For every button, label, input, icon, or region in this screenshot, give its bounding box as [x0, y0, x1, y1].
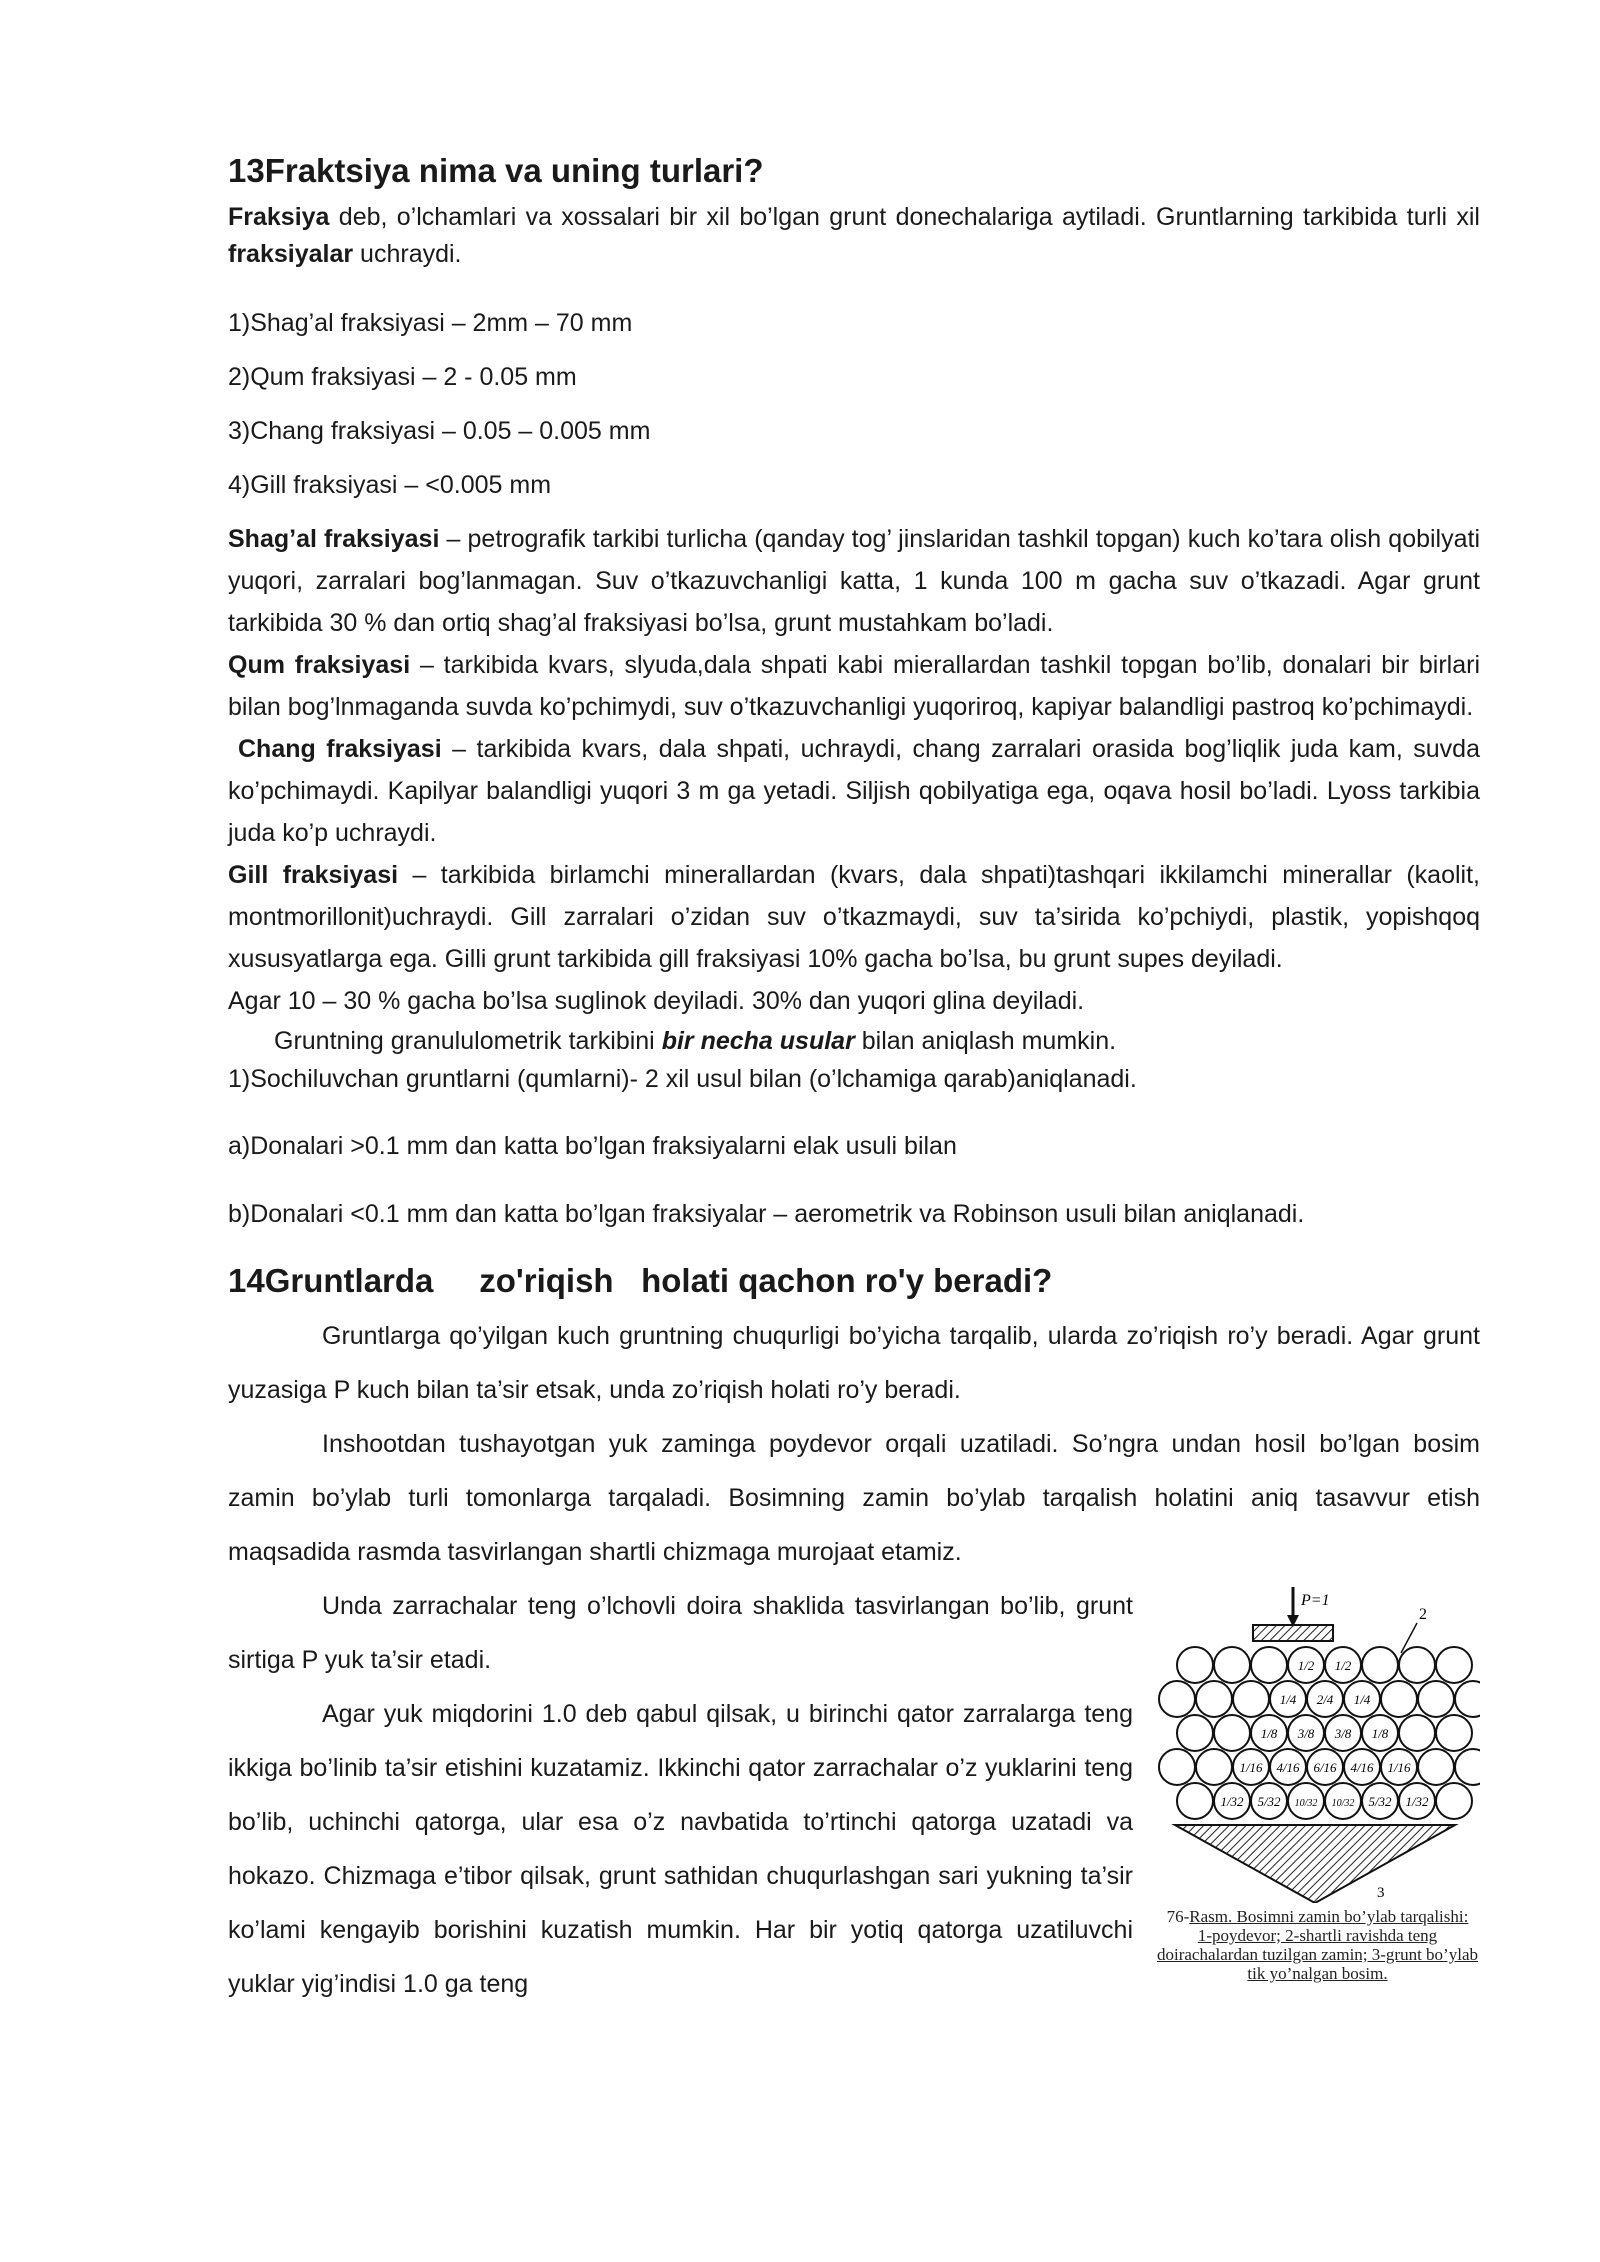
- section-14: [228, 1260, 1480, 2011]
- particle-load-label: 1/2: [1297, 1657, 1315, 1673]
- particle-load-label: 6/16: [1313, 1759, 1337, 1775]
- particle-load-label: 1/32: [1405, 1793, 1429, 1809]
- stress-paragraph-4: Agar yuk miqdorini 1.0 deb qabul qilsak, u birinchi qator zarralarga teng ikkiga bo’linib ta’sir etishini kuzatamiz. Ikkinchi qator zarrachalar o’z yuklarini teng bo’lib, uchinchi qatorga, ular esa o’z navbatida to’rtinchi qatorga uzatadi va hokazo. Chizmaga e’tibor qilsak, grunt sathidan chuqurlashgan sari yukning ta’sir ko’lami kengayib borishini kuzatish mumkin. Har bir yotiq qatorga uzatiluvchi yuklar yig’indisi 1.0 ga teng: [228, 1699, 1133, 1998]
- term-fraksiya: Fraksiya: [228, 202, 330, 231]
- particle-load-label: 1/8: [1371, 1725, 1389, 1741]
- particle-circle: [1399, 1647, 1435, 1683]
- fraction-list: [228, 296, 1480, 512]
- particle-circle: [1418, 1681, 1454, 1717]
- particle-circle: [1177, 1647, 1213, 1683]
- pressure-triangle: [1175, 1825, 1455, 1903]
- particle-load-label: 4/16: [1350, 1759, 1374, 1775]
- section-14-title: 14Gruntlarda zo'riqish holati qachon ro'y beradi?: [228, 1261, 1053, 1299]
- particle-circle: [1455, 1749, 1480, 1785]
- shagal-paragraph: Shag’al fraksiyasi – petrografik tarkibi turlicha (qanday tog’ jinslaridan tashkil topgan) kuch ko’tara olish qobilyati yuqori, zarralari bog’lanmagan. Suv o’tkazuvchanligi katta, 1 kunda 100 m gacha suv o’tkazadi. Agar grunt tarkibida 30 % dan ortiq shag’al fraksiyasi bo’lsa, grunt mustahkam bo’ladi.: [228, 524, 1481, 637]
- list-item: 2)Qum fraksiyasi – 2 - 0.05 mm: [228, 362, 577, 391]
- load-label: P=1: [1301, 1591, 1330, 1609]
- particle-circle: [1177, 1783, 1213, 1819]
- particle-load-label: 5/32: [1368, 1793, 1392, 1809]
- gill-paragraph: Gill fraksiyasi – tarkibida birlamchi minerallardan (kvars, dala shpati)tashqari ikkilamchi minerallar (kaolit, montmorillonit)uchraydi. Gill zarralari o’zidan suv o’tkazmaydi, suv ta’sirida ko’pchiydi, plastik, yopishqoq xususyatlarga ega. Gilli grunt tarkibida gill fraksiyasi 10% gacha bo’lsa, bu grunt supes deyiladi.: [228, 860, 1480, 973]
- particle-circle: [1159, 1749, 1195, 1785]
- caption-title: Rasm. Bosimni zamin bo’ylab tarqalishi:: [1189, 1906, 1469, 1926]
- document-page: [228, 150, 1480, 2011]
- particle-load-label: 10/32: [1331, 1797, 1355, 1809]
- label-3: 3: [1377, 1884, 1385, 1901]
- section-13-title: 13Fraktsiya nima va uning turlari?: [228, 152, 764, 189]
- classification-line: Agar 10 – 30 % gacha bo’lsa suglinok deyiladi. 30% dan yuqori glina deyiladi.: [228, 986, 1085, 1015]
- caption-body: 1-poydevor; 2-shartli ravishda teng doirachalardan tuzilgan zamin; 3-grunt bo’ylab tik yo’nalgan bosim.: [1157, 1925, 1478, 1983]
- method-a: a)Donalari >0.1 mm dan katta bo’lgan fraksiyalarni elak usuli bilan: [228, 1131, 957, 1160]
- particle-circle: [1214, 1647, 1250, 1683]
- particle-circle: [1436, 1715, 1472, 1751]
- particle-load-label: 3/8: [1334, 1725, 1352, 1741]
- particle-circle: [1159, 1681, 1195, 1717]
- particle-load-label: 1/16: [1239, 1759, 1263, 1775]
- particle-circle: [1436, 1647, 1472, 1683]
- particle-load-label: 1/4: [1279, 1691, 1297, 1707]
- list-item: 4)Gill fraksiyasi – <0.005 mm: [228, 470, 552, 499]
- particle-circle: [1177, 1715, 1213, 1751]
- particle-load-label: 5/32: [1257, 1793, 1281, 1809]
- label-2: 2: [1419, 1605, 1427, 1623]
- method-line: 1)Sochiluvchan gruntlarni (qumlarni)- 2 xil usul bilan (o’lchamiga qarab)aniqlanadi.: [228, 1064, 1137, 1093]
- particle-circle: [1418, 1749, 1454, 1785]
- stress-paragraph-1: Gruntlarga qo’yilgan kuch gruntning chuqurligi bo’yicha tarqalib, ularda zo’riqish ro’y beradi. Agar grunt yuzasiga P kuch bilan ta’sir etsak, unda zo’riqish holati ro’y beradi.: [228, 1321, 1480, 1404]
- particle-circle: [1233, 1681, 1269, 1717]
- list-item: 1)Shag’al fraksiyasi – 2mm – 70 mm: [228, 308, 633, 337]
- fraksiya-definition: Fraksiya deb, o’lchamlari va xossalari bir xil bo’lgan grunt donechalariga aytiladi. Gruntlarning tarkibida turli xil fraksiyalar uchraydi.: [228, 202, 1480, 269]
- particle-circle: [1399, 1715, 1435, 1751]
- figure-caption: 76-Rasm. Bosimni zamin bo’ylab tarqalishi: 1-poydevor; 2-shartli ravishda teng doirachalardan tuzilgan zamin; 3-grunt bo’ylab tik yo’nalgan bosim.: [1157, 1906, 1478, 1983]
- particle-circle: [1455, 1681, 1480, 1717]
- particle-circle: [1196, 1681, 1232, 1717]
- particle-circle: [1214, 1715, 1250, 1751]
- stress-paragraph-3: Unda zarrachalar teng o’lchovli doira shaklida tasvirlangan bo’lib, grunt sirtiga P yuk ta’sir etadi.: [228, 1591, 1133, 1674]
- particle-load-label: 1/4: [1353, 1691, 1371, 1707]
- list-item: 3)Chang fraksiyasi – 0.05 – 0.005 mm: [228, 416, 651, 445]
- particle-load-label: 1/2: [1334, 1657, 1352, 1673]
- particle-circle: [1196, 1749, 1232, 1785]
- particle-load-label: 2/4: [1316, 1691, 1334, 1707]
- foundation: [1253, 1625, 1333, 1641]
- pressure-distribution-figure: [1155, 1585, 1480, 1983]
- method-b: b)Donalari <0.1 mm dan katta bo’lgan fraksiyalar – aerometrik va Robinson usuli bilan aniqlanadi.: [228, 1199, 1305, 1228]
- particle-grid: [1159, 1647, 1480, 1819]
- stress-paragraph-2: Inshootdan tushayotgan yuk zaminga poydevor orqali uzatiladi. So’ngra undan hosil bo’lgan bosim zamin bo’ylab turli tomonlarga tarqaladi. Bosimning zamin bo’ylab tarqalish holatini aniq tasavvur etish maqsadida rasmda tasvirlangan shartli chizmaga murojaat etamiz.: [228, 1429, 1480, 1566]
- particle-circle: [1381, 1681, 1417, 1717]
- particle-load-label: 3/8: [1297, 1725, 1315, 1741]
- particle-circle: [1436, 1783, 1472, 1819]
- qum-paragraph: Qum fraksiyasi – tarkibida kvars, slyuda,dala shpati kabi mierallardan tashkil topgan bo’lib, donalari bir birlari bilan bog’lnmaganda suvda ko’pchimydi, suv o’tkazuvchanligi yuqoriroq, kapiyar balandligi pastroq ko’pchimaydi.: [228, 650, 1480, 721]
- particle-load-label: 1/8: [1260, 1725, 1278, 1741]
- chang-paragraph: Chang fraksiyasi – tarkibida kvars, dala shpati, uchraydi, chang zarralari orasida bog’liqlik juda kam, suvda ko’pchimaydi. Kapilyar balandligi yuqori 3 m ga yetadi. Siljish qobilyatiga ega, oqava hosil bo’ladi. Lyoss tarkibia juda ko’p uchraydi.: [228, 734, 1480, 847]
- particle-load-label: 10/32: [1294, 1797, 1318, 1809]
- section-13: [228, 150, 1480, 1248]
- particle-load-label: 1/16: [1387, 1759, 1411, 1775]
- granulometric-line: Gruntning granululometrik tarkibini bir necha usular bilan aniqlash mumkin.: [274, 1026, 1117, 1055]
- term-fraksiyalar: fraksiyalar: [228, 240, 354, 269]
- particle-load-label: 1/32: [1220, 1793, 1244, 1809]
- pressure-diagram: [1155, 1585, 1480, 1903]
- particle-circle: [1362, 1647, 1398, 1683]
- particle-load-label: 4/16: [1276, 1759, 1300, 1775]
- particle-circle: [1251, 1647, 1287, 1683]
